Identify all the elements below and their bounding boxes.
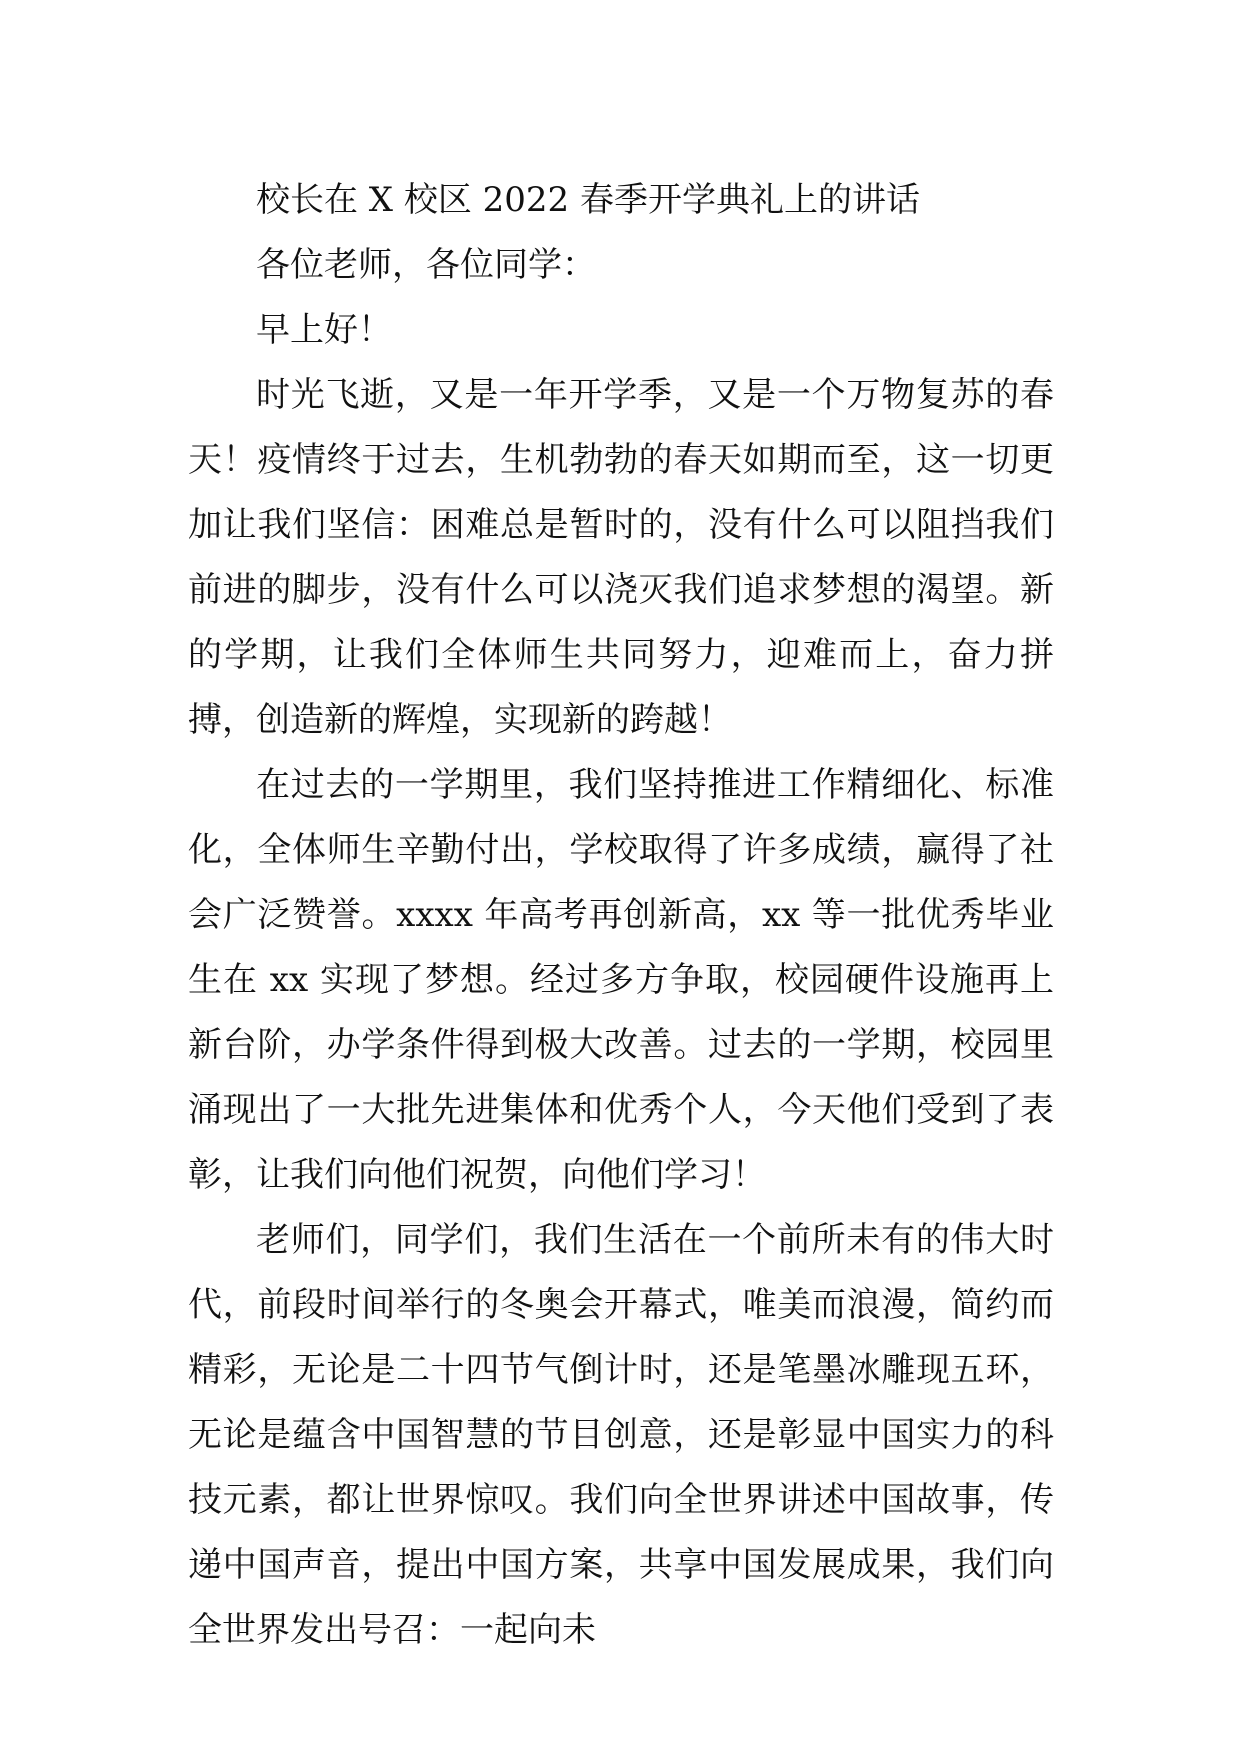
document-title: 校长在 X 校区 2022 春季开学典礼上的讲话	[256, 180, 920, 220]
document-body	[188, 168, 1054, 1663]
paragraph-3: 老师们，同学们，我们生活在一个前所未有的伟大时代，前段时间举行的冬奥会开幕式，唯美而浪漫，简约而精彩，无论是二十四节气倒计时，还是笔墨冰雕现五环，无论是蕴含中国智慧的节目创意，还是彰显中国实力的科技元素，都让世界惊叹。我们向全世界讲述中国故事，传递中国声音，提出中国方案，共享中国发展成果，我们向全世界发出号召：一起向未	[188, 1220, 1054, 1650]
paragraph-1: 时光飞逝，又是一年开学季，又是一个万物复苏的春天！疫情终于过去，生机勃勃的春天如期而至，这一切更加让我们坚信：困难总是暂时的，没有什么可以阻挡我们前进的脚步，没有什么可以浇灭我们追求梦想的渴望。新的学期，让我们全体师生共同努力，迎难而上，奋力拼搏，创造新的辉煌，实现新的跨越！	[188, 375, 1054, 740]
salutation: 各位老师，各位同学：	[256, 245, 596, 285]
paragraph-2: 在过去的一学期里，我们坚持推进工作精细化、标准化，全体师生辛勤付出，学校取得了许多成绩，赢得了社会广泛赞誉。xxxx 年高考再创新高，xx 等一批优秀毕业生在 xx 实现了梦想。经过多方争取，校园硬件设施再上新台阶，办学条件得到极大改善。过去的一学期，校园里涌现出了一大批先进集体和优秀个人，今天他们受到了表彰，让我们向他们祝贺，向他们学习！	[188, 765, 1054, 1195]
greeting: 早上好！	[256, 310, 392, 350]
